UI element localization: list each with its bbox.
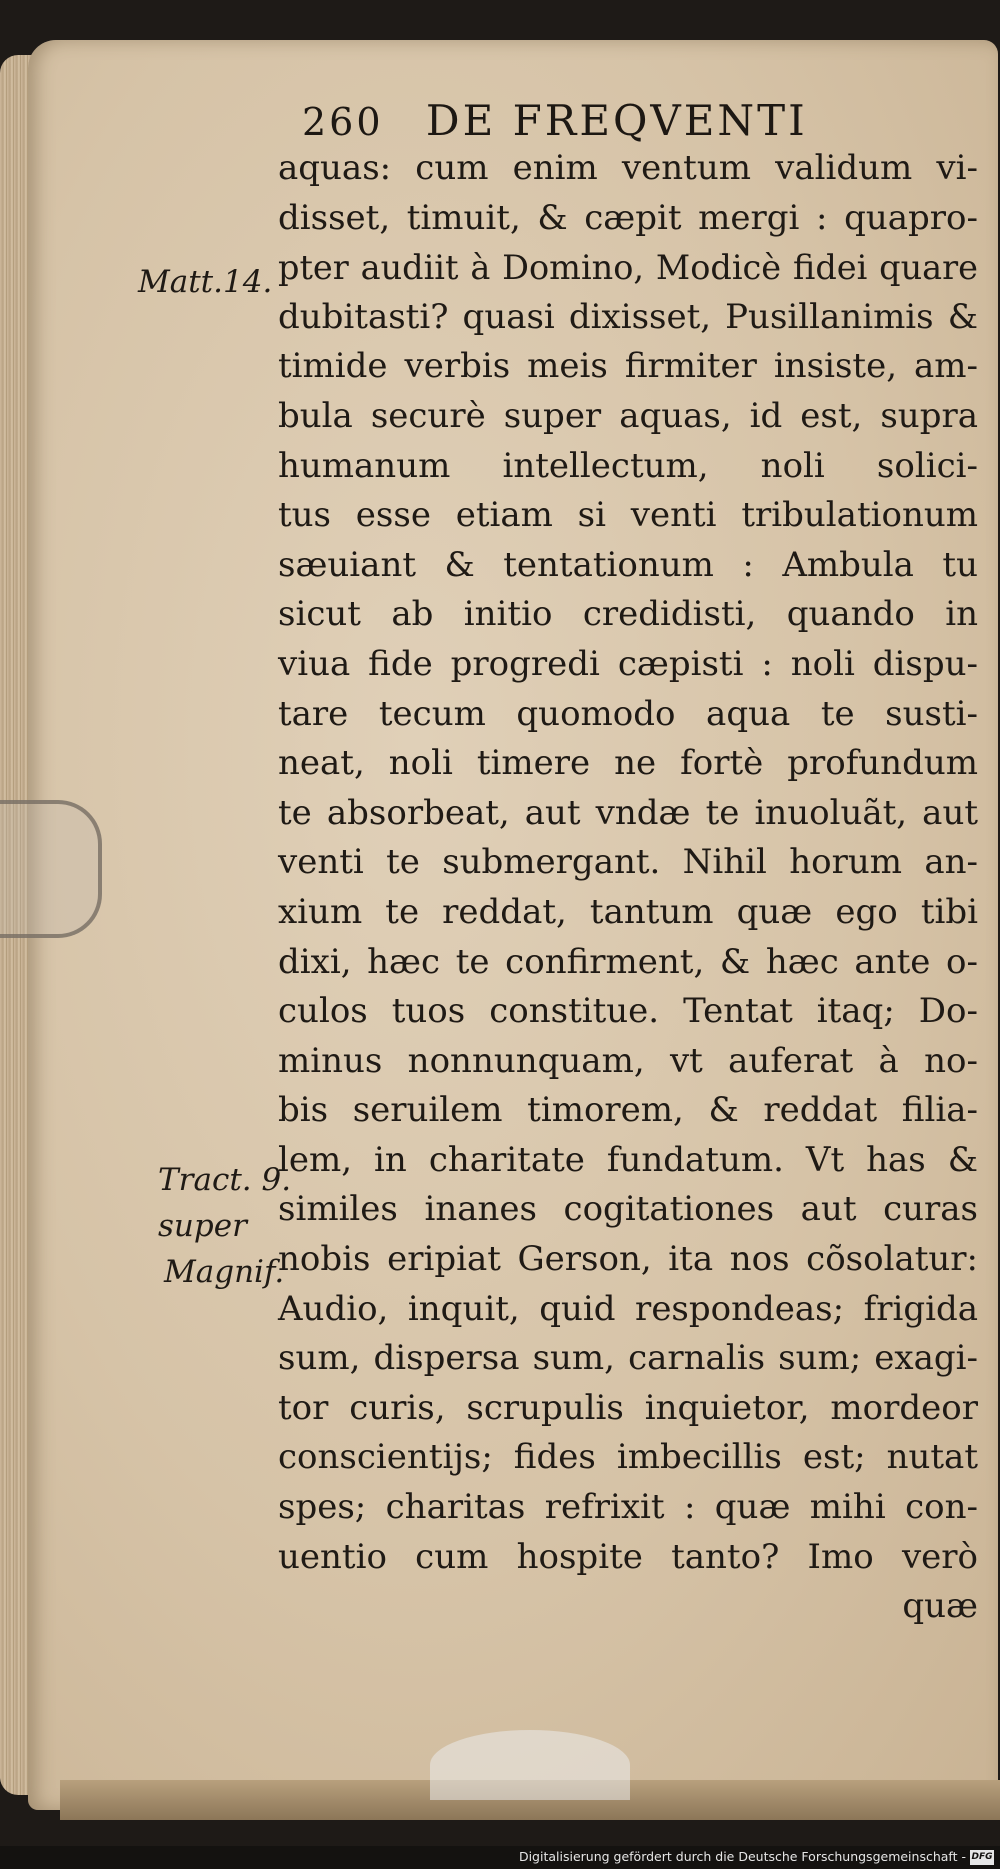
text-line: venti te submergant. Nihil horum an-	[278, 842, 978, 883]
body-text	[278, 144, 978, 1632]
text-line: xium te reddat, tantum quæ ego tibi	[278, 891, 978, 932]
text-line: similes inanes cogitationes aut curas	[278, 1189, 978, 1230]
text-line: bula securè super aquas, id est, supra	[278, 395, 978, 436]
thumb-glare	[430, 1730, 630, 1800]
text-line: disset, timuit, & cæpit mergi : quapro-	[278, 197, 978, 238]
text-line: bis seruilem timorem, & reddat filia-	[278, 1090, 978, 1131]
text-line: spes; charitas refrixit : quæ mihi con-	[278, 1487, 978, 1528]
text-line: timide verbis meis firmiter insiste, am-	[278, 346, 978, 387]
catchword: quæ	[902, 1586, 978, 1627]
text-line: te absorbeat, aut vndæ te inuoluãt, aut	[278, 792, 978, 833]
margin-note-super: super	[158, 1208, 247, 1244]
text-line: viua fide progredi cæpisti : noli dispu-	[278, 643, 978, 684]
page-clip	[0, 800, 102, 938]
text-line: minus nonnunquam, vt auferat à no-	[278, 1040, 978, 1081]
text-line: lem, in charitate fundatum. Vt has &	[278, 1139, 978, 1180]
text-line: Audio, inquit, quid respondeas; frigida	[278, 1288, 978, 1329]
running-header	[302, 96, 808, 145]
text-line: uentio cum hospite tanto? Imo verò	[278, 1536, 978, 1577]
footer-credit: Digitalisierung gefördert durch die Deutsche Forschungsgemeinschaft -	[518, 1849, 966, 1864]
text-line: humanum intellectum, noli solici-	[278, 445, 978, 486]
text-line: dubitasti? quasi dixisset, Pusillanimis &	[278, 296, 978, 337]
text-line: sæuiant & tentationum : Ambula tu	[278, 544, 978, 585]
text-line: sicut ab initio credidisti, quando in	[278, 594, 978, 635]
footer-bar	[0, 1846, 1000, 1869]
margin-note-matt: Matt.14.	[138, 264, 273, 300]
text-line: sum, dispersa sum, carnalis sum; exagi-	[278, 1338, 978, 1379]
text-line: neat, noli timere ne fortè profundum	[278, 743, 978, 784]
margin-note-magnif: Magnif.	[164, 1254, 285, 1290]
text-line: dixi, hæc te confirment, & hæc ante o-	[278, 941, 978, 982]
text-line: tus esse etiam si venti tribulationum	[278, 495, 978, 536]
dfg-logo: DFG	[970, 1850, 994, 1865]
running-title: DE FREQVENTI	[425, 96, 808, 145]
text-line: tare tecum quomodo aqua te susti-	[278, 693, 978, 734]
text-line: conscientijs; fides imbecillis est; nutat	[278, 1437, 978, 1478]
text-line: culos tuos constitue. Tentat itaq; Do-	[278, 991, 978, 1032]
margin-note-tract: Tract. 9.	[158, 1162, 292, 1198]
page-number: 260	[302, 100, 384, 144]
text-line: aquas: cum enim ventum validum vi-	[278, 148, 978, 188]
text-line: nobis eripiat Gerson, ita nos cõsolatur:	[278, 1239, 978, 1280]
text-line: pter audiit à Domino, Modicè fidei quare	[278, 248, 978, 288]
text-line: tor curis, scrupulis inquietor, mordeor	[278, 1387, 978, 1428]
